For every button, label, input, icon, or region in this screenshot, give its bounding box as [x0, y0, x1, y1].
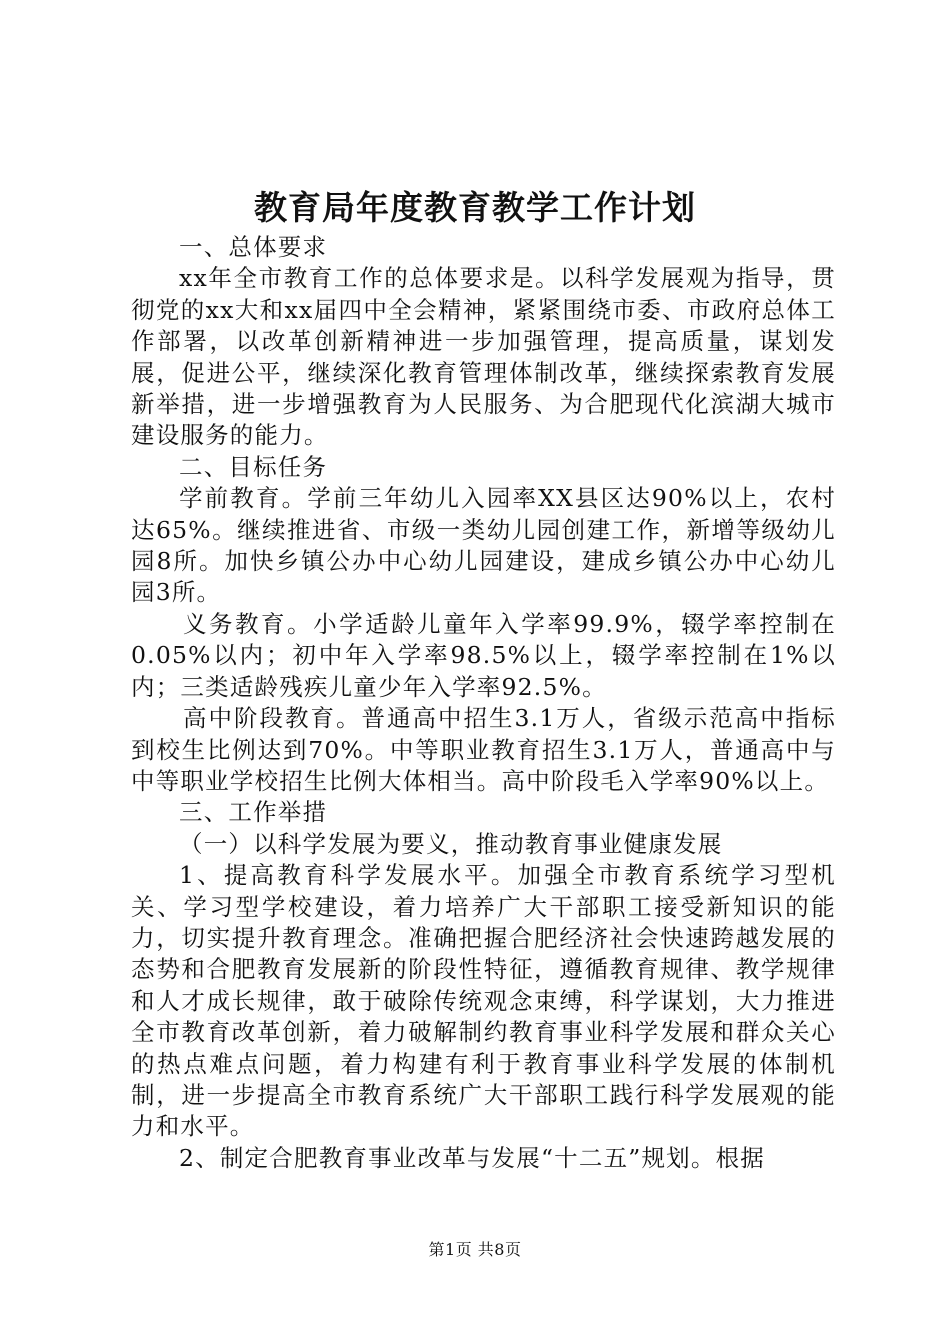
- section-heading-goals: 二、目标任务: [179, 452, 328, 481]
- document-title: 教育局年度教育教学工作计划: [254, 188, 696, 227]
- document-body: [131, 232, 836, 1174]
- paragraph-item-2: 2、制定合肥教育事业改革与发展“十二五”规划。根据: [179, 1143, 765, 1172]
- paragraph-compulsory: 义务教育。小学适龄儿童年入学率99.9%，辍学率控制在0.05%以内；初中年入学率98.5%以上，辍学率控制在1%以内；三类适龄残疾儿童少年入学率92.5%。: [131, 609, 836, 701]
- section-heading-general-requirements: 一、总体要求: [179, 233, 328, 261]
- paragraph-item-1: 1、提高教育科学发展水平。加强全市教育系统学习型机关、学习型学校建设，着力培养广大干部职工接受新知识的能力，切实提升教育理念。准确把握合肥经济社会快速跨越发展的态势和合肥教育发展新的阶段性特征，遵循教育规律、教学规律和人才成长规律，敢于破除传统观念束缚，科学谋划，大力推进全市教育改革创新，着力破解制约教育事业科学发展和群众关心的热点难点问题，着力构建有利于教育事业科学发展的体制机制，进一步提高全市教育系统广大干部职工践行科学发展观的能力和水平。: [131, 861, 836, 1141]
- paragraph-general-requirements: xx年全市教育工作的总体要求是。以科学发展观为指导，贯彻党的xx大和xx届四中全会精神，紧紧围绕市委、市政府总体工作部署，以改革创新精神进一步加强管理，提高质量，谋划发展，促进公平，继续深化教育管理体制改革，继续探索教育发展新举措，进一步增强教育为人民服务、为合肥现代化滨湖大城市建设服务的能力。: [131, 264, 836, 450]
- paragraph-high-school: 高中阶段教育。普通高中招生3.1万人，省级示范高中指标到校生比例达到70%。中等职业教育招生3.1万人，普通高中与中等职业学校招生比例大体相当。高中阶段毛入学率90%以上。: [131, 704, 836, 795]
- page-number-footer: 第1页 共8页: [428, 1240, 522, 1259]
- paragraph-preschool: 学前教育。学前三年幼儿入园率XX县区达90%以上，农村达65%。继续推进省、市级一类幼儿园创建工作，新增等级幼儿园8所。加快乡镇公办中心幼儿园建设，建成乡镇公办中心幼儿园3所。: [131, 484, 836, 607]
- section-heading-measures: 三、工作举措: [179, 798, 328, 827]
- subheading-scientific-development: （一）以科学发展为要义，推动教育事业健康发展: [179, 829, 723, 858]
